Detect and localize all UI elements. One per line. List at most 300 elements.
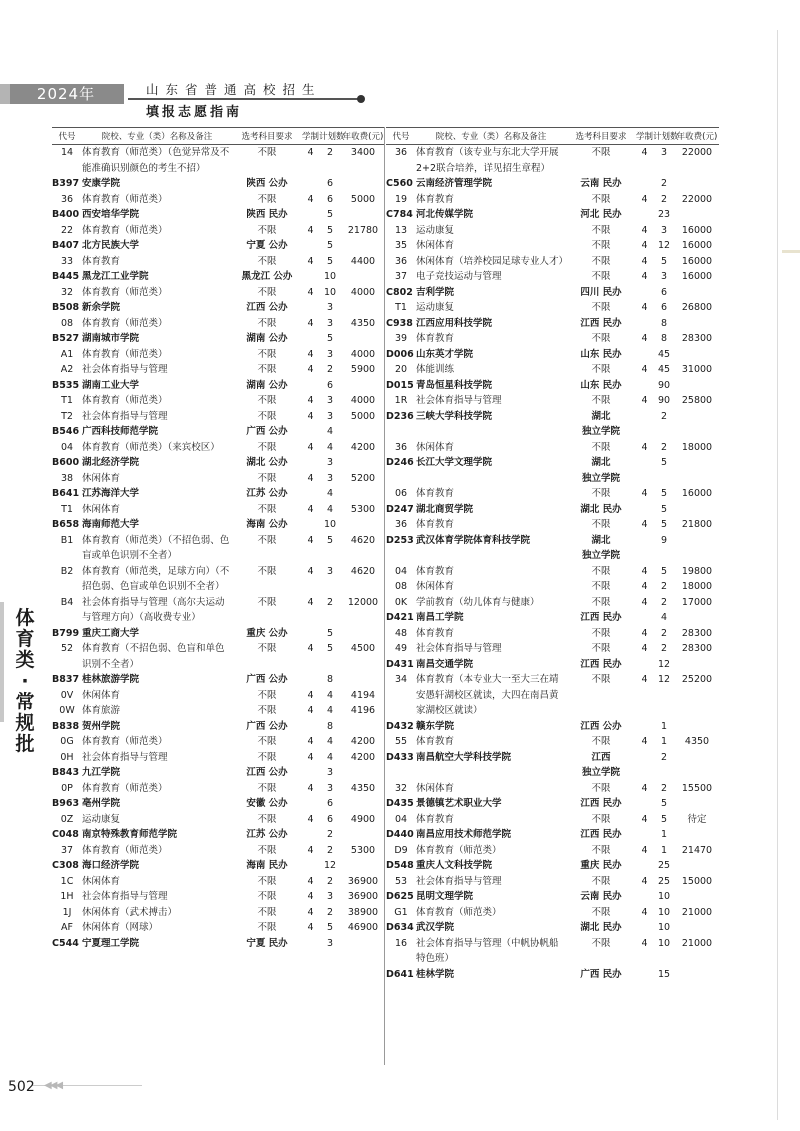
university-name: 亳州学院	[82, 798, 121, 809]
study-years: 4	[307, 906, 314, 918]
major-row	[386, 936, 719, 967]
empty-cell	[302, 176, 319, 192]
major-name: 体育教育（师范类）	[416, 906, 502, 918]
subject-requirement: 不限	[591, 395, 611, 406]
major-code: T1	[61, 395, 73, 406]
subject-requirement: 不限	[257, 286, 277, 298]
empty-cell	[341, 424, 385, 440]
major-name: 体育教育（师范类）	[82, 348, 168, 360]
university-row	[386, 796, 719, 812]
major-row	[386, 595, 719, 611]
university-code: B641	[52, 488, 80, 499]
subject-requirement: 不限	[591, 147, 611, 158]
annual-fee: 16000	[681, 271, 713, 282]
major-row	[386, 254, 719, 270]
plan-count: 10	[657, 937, 671, 949]
university-row	[52, 455, 385, 471]
empty-cell	[636, 378, 653, 394]
study-years: 4	[641, 782, 648, 794]
university-location: 湖北 公办	[246, 457, 288, 468]
major-name: 社会体育指导与管理	[82, 364, 168, 375]
university-name: 河北传媒学院	[416, 209, 474, 220]
annual-fee: 4620	[350, 534, 376, 546]
university-name: 江西应用科技学院	[416, 317, 493, 329]
university-location: 江西 公办	[246, 767, 288, 778]
major-row	[52, 362, 385, 378]
major-row	[386, 874, 719, 890]
university-location: 独立学院	[581, 426, 620, 437]
major-name: 休闲体育	[416, 581, 455, 592]
subject-requirement: 不限	[257, 565, 277, 577]
university-code: D421	[386, 612, 414, 623]
study-years: 4	[641, 875, 648, 887]
study-years: 4	[307, 705, 314, 716]
major-row	[52, 440, 385, 456]
subject-requirement: 不限	[591, 333, 611, 344]
study-years: 4	[641, 519, 648, 530]
study-years: 4	[307, 813, 314, 825]
major-code: D9	[394, 844, 408, 856]
empty-cell	[636, 889, 653, 905]
plan-count: 2	[660, 581, 668, 592]
university-code	[386, 471, 416, 487]
major-code: 38	[60, 472, 74, 484]
study-years: 4	[641, 937, 648, 949]
subject-requirement: 不限	[591, 255, 611, 267]
major-row	[52, 920, 385, 936]
empty-cell	[302, 455, 319, 471]
empty-cell	[302, 517, 319, 533]
plan-count: 3	[326, 891, 334, 902]
plan-count: 8	[660, 317, 668, 329]
major-name: 体育教育	[416, 519, 455, 530]
empty-cell	[675, 610, 719, 626]
annual-fee: 22000	[681, 193, 713, 205]
plan-count: 3	[326, 410, 334, 422]
major-name: 社会体育指导与管理	[416, 395, 502, 406]
subject-requirement: 不限	[591, 193, 611, 205]
major-code: A1	[60, 348, 74, 360]
major-name: 体育教育（师范类）	[82, 395, 168, 406]
study-years: 4	[307, 286, 314, 298]
university-location: 广西 民办	[580, 968, 622, 980]
university-name	[416, 548, 566, 564]
study-years: 4	[641, 736, 648, 747]
major-name: 体育教育（本专业大一至大三在靖安愚轩湖校区就读，大四在南昌黄家湖校区就读）	[416, 674, 559, 716]
major-code: B1	[60, 534, 74, 546]
empty-cell	[675, 207, 719, 223]
subject-requirement: 不限	[591, 224, 611, 236]
university-location: 江西 民办	[580, 829, 622, 840]
plan-count	[653, 471, 675, 487]
major-code: 36	[394, 441, 408, 453]
university-row	[386, 502, 719, 518]
university-code: D246	[386, 457, 414, 468]
empty-cell	[341, 378, 385, 394]
year-badge: 2024年	[8, 84, 124, 104]
major-name: 体育教育（师范类）	[82, 736, 168, 747]
empty-cell	[341, 455, 385, 471]
annual-fee: 16000	[681, 255, 713, 267]
major-row	[386, 905, 719, 921]
major-name: 体育教育（师范类）（色觉异常及不能准确识别颜色的考生不招）	[82, 147, 230, 174]
university-row	[386, 858, 719, 874]
empty-cell	[675, 316, 719, 332]
study-years: 4	[641, 364, 648, 375]
subject-requirement: 不限	[591, 364, 611, 375]
subject-requirement: 不限	[257, 891, 277, 902]
col-header-code: 代号	[386, 128, 416, 145]
major-name: 体育教育（师范类）	[82, 224, 168, 236]
subject-requirement: 不限	[591, 643, 611, 654]
major-name: 体育旅游	[82, 705, 121, 716]
major-code: 1H	[60, 891, 74, 902]
major-name: 电子竞技运动与管理	[416, 271, 502, 282]
university-location: 独立学院	[581, 550, 620, 561]
col-header-name: 院校、专业（类）名称及备注	[82, 128, 232, 145]
university-location: 广西 公办	[246, 426, 288, 437]
subject-requirement: 不限	[591, 441, 611, 453]
plan-count: 10	[657, 891, 671, 902]
major-row	[386, 269, 719, 285]
plan-count: 4	[660, 612, 668, 623]
empty-cell	[302, 719, 319, 735]
university-row	[52, 765, 385, 781]
university-code: B400	[52, 209, 80, 220]
university-row	[386, 889, 719, 905]
university-row	[52, 672, 385, 688]
university-row	[386, 719, 719, 735]
major-name: 运动康复	[416, 302, 455, 313]
annual-fee: 36900	[347, 875, 379, 887]
university-name: 南昌航空大学科技学院	[416, 751, 512, 763]
header-subtitle: 填报志愿指南	[146, 105, 243, 120]
annual-fee: 4200	[350, 441, 376, 453]
university-code: B658	[52, 519, 80, 530]
plan-count: 3	[660, 271, 668, 282]
annual-fee: 21470	[681, 844, 713, 856]
annual-fee: 21000	[681, 937, 713, 949]
major-name: 体育教育（师范类）	[416, 844, 502, 856]
university-location: 山东 民办	[580, 348, 622, 360]
empty-cell	[675, 967, 719, 983]
university-row	[386, 176, 719, 192]
annual-fee: 4000	[350, 286, 376, 298]
col-header-plan: 计划数	[319, 128, 341, 145]
university-row	[52, 207, 385, 223]
study-years: 4	[641, 596, 648, 608]
university-code: D625	[386, 891, 414, 902]
plan-count: 5	[326, 922, 334, 933]
major-code: 48	[394, 627, 408, 639]
plan-count: 3	[660, 224, 668, 236]
annual-fee: 4350	[350, 317, 376, 329]
major-row	[52, 409, 385, 425]
major-name: 社会体育指导与管理	[416, 875, 502, 887]
university-row	[386, 471, 719, 487]
subject-requirement: 不限	[591, 906, 611, 918]
major-row	[52, 703, 385, 719]
university-name: 重庆人文科技学院	[416, 860, 493, 871]
university-code: C802	[386, 286, 413, 298]
empty-cell	[302, 238, 319, 254]
empty-cell	[341, 207, 385, 223]
university-code: D440	[386, 829, 414, 840]
university-row	[52, 331, 385, 347]
university-row	[386, 409, 719, 425]
study-years: 4	[307, 348, 314, 360]
university-name: 广西科技师范学院	[82, 426, 159, 437]
plan-count: 90	[657, 379, 671, 391]
university-name: 武汉体育学院体育科技学院	[416, 534, 531, 546]
empty-cell	[636, 657, 653, 673]
major-code: 20	[394, 364, 408, 375]
major-row	[52, 812, 385, 828]
major-row	[386, 238, 719, 254]
university-name: 湖北经济学院	[82, 457, 140, 468]
study-years: 4	[641, 441, 648, 453]
empty-cell	[302, 300, 319, 316]
university-location: 宁夏 民办	[246, 937, 288, 949]
annual-fee: 17000	[681, 596, 713, 608]
empty-cell	[675, 920, 719, 936]
university-row	[386, 657, 719, 673]
university-name: 昆明文理学院	[416, 891, 474, 902]
plan-count: 6	[326, 813, 334, 825]
study-years: 4	[641, 147, 648, 158]
major-code: 36	[60, 193, 74, 205]
university-location: 四川 民办	[580, 286, 622, 298]
university-location: 重庆 民办	[580, 860, 622, 871]
major-row	[52, 223, 385, 239]
study-years: 4	[641, 488, 648, 499]
major-name: 休闲体育	[416, 782, 455, 794]
page-edge	[777, 30, 778, 1120]
major-row	[386, 564, 719, 580]
subject-requirement: 不限	[591, 271, 611, 282]
university-row	[52, 517, 385, 533]
major-row	[386, 812, 719, 828]
plan-count: 3	[326, 395, 334, 406]
major-name: 休闲体育	[82, 875, 121, 887]
empty-cell	[636, 502, 653, 518]
university-location: 湖北 民办	[580, 503, 622, 515]
empty-cell	[636, 796, 653, 812]
major-name: 体育教育	[416, 627, 455, 639]
annual-fee: 28300	[681, 627, 713, 639]
major-row	[386, 192, 719, 208]
empty-cell	[636, 533, 653, 549]
major-code: 22	[60, 224, 74, 236]
university-row	[386, 347, 719, 363]
university-location: 云南 民办	[580, 891, 622, 902]
col-header-fee: 年收费(元)	[341, 128, 385, 145]
university-location: 陕西 公办	[246, 178, 288, 189]
plan-count: 5	[660, 798, 668, 809]
study-years: 4	[307, 782, 314, 794]
university-row	[52, 238, 385, 254]
major-row	[386, 223, 719, 239]
empty-cell	[341, 719, 385, 735]
university-row	[52, 378, 385, 394]
study-years: 4	[641, 395, 648, 406]
col-header-code: 代号	[52, 128, 82, 145]
major-code: 08	[394, 581, 408, 592]
empty-cell	[341, 176, 385, 192]
plan-count: 45	[657, 348, 671, 360]
major-name: 体育教育	[82, 255, 121, 267]
university-row	[52, 796, 385, 812]
university-name: 九江学院	[82, 767, 121, 778]
university-location: 江西 民办	[580, 798, 622, 809]
major-row	[52, 595, 385, 626]
plan-count: 1	[660, 720, 668, 732]
study-years: 4	[641, 565, 648, 577]
plan-count: 2	[326, 844, 334, 856]
empty-cell	[302, 486, 319, 502]
university-row	[52, 176, 385, 192]
university-code: D433	[386, 751, 414, 763]
study-years: 4	[307, 844, 314, 856]
subject-requirement: 不限	[591, 736, 611, 747]
university-row	[386, 548, 719, 564]
major-code: 34	[394, 674, 408, 685]
major-name: 体育教育	[416, 333, 455, 344]
subject-requirement: 不限	[591, 627, 611, 639]
major-code: 32	[60, 286, 74, 298]
university-row	[386, 455, 719, 471]
university-location: 江西 民办	[580, 658, 622, 670]
annual-fee: 4000	[350, 395, 376, 406]
study-years: 4	[307, 441, 314, 453]
annual-fee: 4200	[350, 736, 376, 747]
empty-cell	[675, 285, 719, 301]
study-years: 4	[641, 844, 648, 856]
empty-cell	[636, 424, 653, 440]
university-name: 赣东学院	[416, 720, 455, 732]
empty-cell	[675, 176, 719, 192]
subject-requirement: 不限	[257, 395, 277, 406]
plan-count: 15	[657, 968, 671, 980]
major-name: 社会体育指导与管理（中帆协帆船特色班）	[416, 937, 559, 964]
study-years: 4	[307, 410, 314, 422]
major-code: 0V	[60, 689, 74, 701]
subject-requirement: 不限	[257, 875, 277, 887]
major-code: 14	[60, 147, 74, 158]
major-row	[386, 781, 719, 797]
plan-count: 3	[326, 472, 334, 484]
plan-count: 5	[660, 488, 668, 499]
university-location: 广西 公办	[246, 720, 288, 732]
subject-requirement: 不限	[591, 488, 611, 499]
plan-count: 4	[326, 488, 334, 499]
empty-cell	[636, 765, 653, 781]
university-row	[52, 486, 385, 502]
major-code: B2	[60, 565, 74, 577]
major-name: 体育教育	[416, 565, 455, 577]
annual-fee: 4400	[350, 255, 376, 267]
major-code: 0G	[60, 736, 74, 747]
major-code: A2	[60, 364, 74, 375]
plan-count: 6	[660, 302, 668, 313]
major-name: 体育教育（师范类，足球方向）（不招色弱、色盲或单色识别不全者）	[82, 565, 230, 592]
study-years: 4	[307, 751, 314, 763]
plan-count: 2	[326, 829, 334, 840]
university-location: 江西 公办	[246, 302, 288, 313]
study-years: 4	[307, 891, 314, 902]
study-years: 4	[641, 813, 648, 825]
empty-cell	[675, 378, 719, 394]
major-name: 社会体育指导与管理	[82, 410, 168, 422]
study-years: 4	[307, 736, 314, 747]
empty-cell	[341, 936, 385, 952]
subject-requirement: 不限	[591, 674, 611, 685]
plan-count: 5	[660, 565, 668, 577]
empty-cell	[302, 331, 319, 347]
subject-requirement: 不限	[257, 348, 277, 360]
empty-cell	[675, 750, 719, 766]
plan-count: 5	[326, 627, 334, 639]
university-code: D548	[386, 860, 414, 871]
annual-fee: 4500	[350, 643, 376, 654]
plan-count: 5	[326, 255, 334, 267]
study-years: 4	[641, 271, 648, 282]
university-name: 重庆工商大学	[82, 627, 140, 639]
empty-cell	[675, 502, 719, 518]
university-row	[386, 610, 719, 626]
plan-count	[653, 765, 675, 781]
major-name: 体育教育（师范类）	[82, 193, 168, 205]
plan-count: 6	[326, 178, 334, 189]
university-code: B843	[52, 767, 80, 778]
plan-count	[653, 548, 675, 564]
empty-cell	[341, 796, 385, 812]
col-header-name: 院校、专业（类）名称及备注	[416, 128, 566, 145]
major-row	[386, 626, 719, 642]
annual-fee: 21000	[681, 906, 713, 918]
empty-cell	[675, 471, 719, 487]
annual-fee: 25800	[681, 395, 713, 406]
study-years: 4	[307, 255, 314, 267]
university-location: 海南 公办	[246, 519, 288, 530]
major-name: 社会体育指导与管理（高尔夫运动与管理方向）（高收费专业）	[82, 596, 225, 623]
university-row	[52, 827, 385, 843]
university-code: C938	[386, 317, 413, 329]
university-name	[416, 471, 566, 487]
university-location: 安徽 公办	[246, 798, 288, 809]
major-row	[386, 579, 719, 595]
major-code: 1R	[394, 395, 408, 406]
major-name: 社会体育指导与管理	[82, 751, 168, 763]
plan-count: 2	[326, 147, 334, 158]
university-code: C784	[386, 209, 413, 220]
university-name: 江苏海洋大学	[82, 488, 140, 499]
plan-count: 3	[326, 302, 334, 313]
university-name: 青岛恒星科技学院	[416, 379, 493, 391]
subject-requirement: 不限	[257, 906, 277, 918]
plan-count: 4	[326, 705, 334, 716]
study-years: 4	[307, 224, 314, 236]
empty-cell	[341, 626, 385, 642]
plan-count: 10	[323, 271, 337, 282]
plan-count: 25	[657, 875, 671, 887]
university-location: 江西 民办	[580, 612, 622, 623]
major-code: T1	[395, 302, 407, 313]
annual-fee: 待定	[687, 813, 707, 825]
university-name: 南京特殊教育师范学院	[82, 829, 178, 840]
university-code: B963	[52, 798, 80, 809]
side-tab-label: 体育类·常规批	[15, 607, 35, 755]
